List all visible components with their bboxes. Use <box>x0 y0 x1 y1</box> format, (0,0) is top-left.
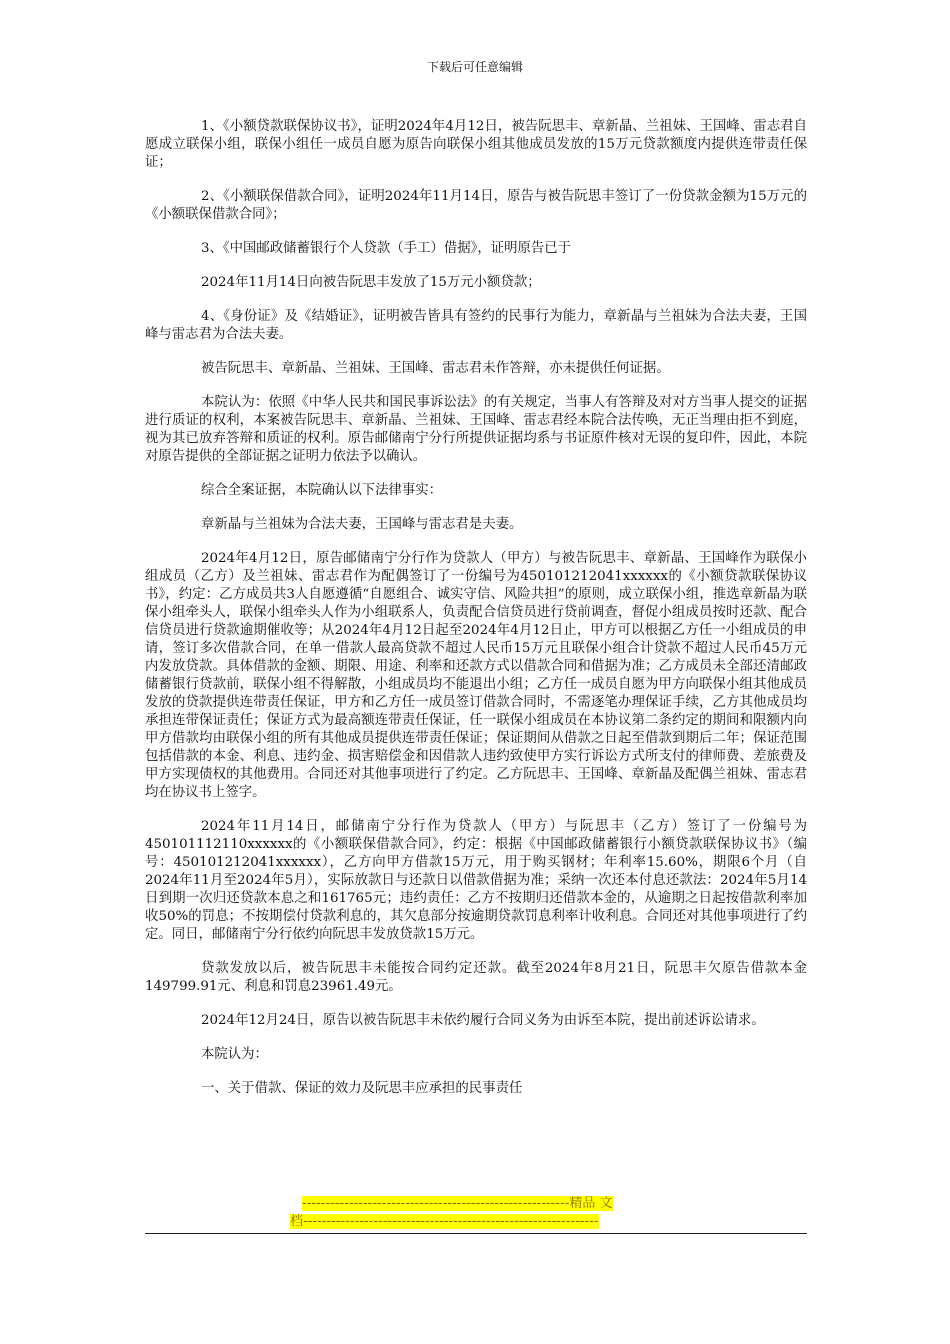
paragraph: 1、《小额贷款联保协议书》，证明2024年4月12日，被告阮思丰、章新晶、兰祖妹、王国峰、雷志君自愿成立联保小组，联保小组任一成员自愿为原告向联保小组其他成员发放的15万元贷款额度内提供连带责任保证； <box>145 119 807 170</box>
paragraph: 2024年11月14日，邮储南宁分行作为贷款人（甲方）与阮思丰（乙方）签订了一份编号为450101112110xxxxxx的《小额联保借款合同》，约定：根据《中国邮政储蓄银行小额贷款联保协议书》（编号：450101212041xxxxxx），乙方向甲方借款15万元，用于购买钢材；年利率15.60%，期限6个月（自2024年11月至2024年5月），实际放款日与还款日以借款借据为准；采纳一次还本付息还款法：2024年5月14日到期一次归还贷款本息之和161765元；违约责任：乙方不按期归还借款本金的，从逾期之日起按借款利率加收50%的罚息；不按期偿付贷款利息的，其欠息部分按逾期贷款罚息利率计收利息。合同还对其他事项进行了约定。同日，邮储南宁分行依约向阮思丰发放贷款15万元。 <box>145 819 807 942</box>
paragraph: 本院认为：依照《中华人民共和国民事诉讼法》的有关规定，当事人有答辩及对对方当事人提交的证据进行质证的权利，本案被告阮思丰、章新晶、兰祖妹、王国峰、雷志君经本院合法传唤，无正当理由拒不到庭，视为其已放弃答辩和质证的权利。原告邮储南宁分行所提供证据均系与书证原件核对无误的复印件，因此，本院对原告提供的全部证据之证明力依法予以确认。 <box>145 395 807 464</box>
page-header: 下载后可任意编辑 <box>426 60 523 74</box>
paragraph: 3、《中国邮政储蓄银行个人贷款（手工）借据》，证明原告已于 <box>201 241 572 256</box>
paragraph: 章新晶与兰祖妹为合法夫妻，王国峰与雷志君是夫妻。 <box>201 517 523 532</box>
paragraph: 本院认为： <box>201 1047 268 1062</box>
footer-divider <box>145 1233 807 1234</box>
footer-line-1: ---------------------------------------------------------精品 文 <box>302 1196 613 1211</box>
footer-watermark <box>290 1195 662 1231</box>
paragraph: 2、《小额联保借款合同》，证明2024年11月14日，原告与被告阮思丰签订了一份贷款金额为15万元的《小额联保借款合同》； <box>145 189 807 222</box>
paragraph: 被告阮思丰、章新晶、兰祖妹、王国峰、雷志君未作答辩，亦未提供任何证据。 <box>201 361 670 376</box>
paragraph: 2024年11月14日向被告阮思丰发放了15万元小额贷款； <box>201 275 541 290</box>
paragraph: 贷款发放以后，被告阮思丰未能按合同约定还款。截至2024年8月21日，阮思丰欠原告借款本金149799.91元、利息和罚息23961.49元。 <box>145 961 807 994</box>
paragraph: 4、《身份证》及《结婚证》，证明被告皆具有签约的民事行为能力，章新晶与兰祖妹为合法夫妻，王国峰与雷志君为合法夫妻。 <box>145 309 807 342</box>
footer-line-2: 档--------------------------------------------------------------- <box>290 1214 599 1229</box>
document-body <box>145 118 807 1114</box>
paragraph: 2024年4月12日，原告邮储南宁分行作为贷款人（甲方）与被告阮思丰、章新晶、王国峰作为联保小组成员（乙方）及兰祖妹、雷志君作为配偶签订了一份编号为450101212041xxxxxx的《小额贷款联保协议书》，约定：乙方成员共3人自愿遵循“自愿组合、诚实守信、风险共担”的原则，成立联保小组，推选章新晶为联保小组牵头人，联保小组牵头人作为小组联系人，负责配合信贷员进行贷前调查，督促小组成员按时还款、配合信贷员进行贷款逾期催收等；从2024年4月12日起至2024年4月12日止，甲方可以根据乙方任一小组成员的申请，签订多次借款合同，在单一借款人最高贷款不超过人民币15万元且联保小组合计贷款不超过人民币45万元内发放贷款。具体借款的金额、期限、用途、利率和还款方式以借款合同和借据为准；乙方成员未全部还清邮政储蓄银行贷款前，联保小组不得解散，小组成员均不能退出小组；乙方任一成员自愿为甲方向联保小组其他成员发放的贷款提供连带责任保证，甲方和乙方任一成员签订借款合同时，不需逐笔办理保证手续，乙方其他成员均承担连带保证责任；保证方式为最高额连带责任保证，任一联保小组成员在本协议第二条约定的期间和限额内向甲方借款均由联保小组的所有其他成员提供连带责任保证；保证期间从借款之日起至借款到期后二年；保证范围包括借款的本金、利息、违约金、损害赔偿金和因借款人违约致使甲方实行诉讼方式所支付的律师费、差旅费及甲方实现债权的其他费用。合同还对其他事项进行了约定。乙方阮思丰、王国峰、章新晶及配偶兰祖妹、雷志君均在协议书上签字。 <box>145 551 807 800</box>
paragraph: 一、关于借款、保证的效力及阮思丰应承担的民事责任 <box>201 1081 523 1096</box>
paragraph: 2024年12月24日，原告以被告阮思丰未依约履行合同义务为由诉至本院，提出前述诉讼请求。 <box>201 1013 765 1028</box>
paragraph: 综合全案证据，本院确认以下法律事实： <box>201 483 443 498</box>
